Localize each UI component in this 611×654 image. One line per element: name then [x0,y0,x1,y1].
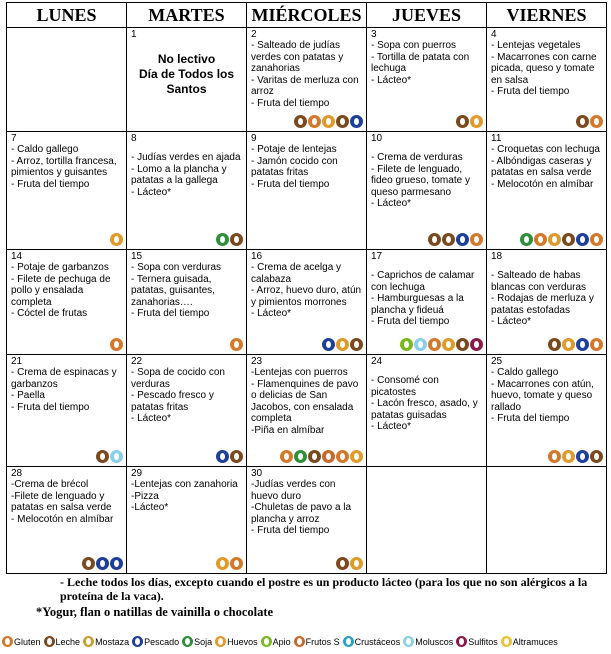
day-cell [367,355,487,467]
milk-note: - Leche todos los días, excepto cuando el postre es un producto lácteo (para los que no son alérgicos a la proteína de la vaca). [60,575,588,603]
day-number: 25 [491,356,503,367]
menu-item: -Pizza [131,490,159,502]
allergen-icons [110,233,123,246]
day-number [487,467,606,468]
legend-item-moluscos [403,636,453,647]
day-number [7,28,126,29]
huevos-icon [110,233,123,246]
leche-icon [590,450,603,463]
menu-items [127,262,246,320]
pescado-icon [110,557,123,570]
gluten-icon [280,450,293,463]
day-cell [7,28,127,132]
legend-item-huevos [215,636,258,647]
menu-items [247,40,366,109]
day-cell [487,467,607,574]
header-miercoles: MIÉRCOLES [247,3,367,28]
menu-item: - Fruta del tiempo [251,178,330,190]
menu-item: - Albóndigas caseras y patatas en salsa verde [491,155,592,178]
menu-item: - Salteado de judías verdes con patatas y zanahorias [251,40,344,74]
menu-item: - Paella [11,390,45,401]
gluten-icon [2,636,13,647]
gluten-icon [110,338,123,351]
day-number: 2 [251,29,257,40]
menu-item: - Fruta del tiempo [491,86,570,97]
leche-icon [96,450,109,463]
huevos-icon [442,338,455,351]
menu-item: - Lácteo* [491,316,532,327]
legend-label: Mostaza [95,636,130,647]
day-cell [487,250,607,355]
menu-items [367,40,486,86]
gluten-icon [230,557,243,570]
pescado-icon [96,557,109,570]
menu-item: - Pescado fresco y patatas fritas [131,390,214,413]
menu-items [367,262,486,328]
day-number: 10 [371,133,383,144]
huevos-icon [562,338,575,351]
menu-items [7,262,126,320]
day-number: 30 [251,468,263,479]
leche-icon [294,115,307,128]
menu-items [127,479,246,514]
menu-items [247,144,366,190]
day-number: 1 [131,29,137,40]
menu-item: - Croquetas con lechuga [491,144,600,155]
gluten-icon [590,233,603,246]
holiday-text [127,52,246,97]
menu-item: - Lácteo* [371,198,412,209]
day-number: 14 [11,251,23,262]
menu-item: - Arroz, huevo duro, atún y pimientos morrones [251,285,362,308]
legend-item-apio [261,636,291,647]
day-cell [247,28,367,132]
legend-item-soja [182,636,212,647]
day-cell [367,132,487,250]
menu-item: -Crema de brécol [11,479,89,490]
pescado-icon [576,233,589,246]
menu-item: - Tortilla de patata con lechuga [371,51,470,74]
menu-item [131,144,243,152]
day-cell [487,355,607,467]
menu-items [487,367,606,425]
header-viernes: VIERNES [487,3,607,28]
leche-icon [308,450,321,463]
week-row [7,467,607,574]
legend-item-gluten [2,636,41,647]
gluten-icon [336,450,349,463]
menu-items [247,367,366,436]
week-row [7,250,607,355]
allergen-icons [456,115,483,128]
allergen-legend [2,636,561,647]
soja-icon [294,450,307,463]
menu-item: - Crema de acelga y calabaza [251,262,342,285]
day-number: 11 [491,133,502,144]
leche-icon [82,557,95,570]
day-number: 29 [131,468,143,479]
leche-icon [44,636,55,647]
header-jueves: JUEVES [367,3,487,28]
sulfitos-icon [470,338,483,351]
gluten-icon [590,338,603,351]
pescado-icon [216,450,229,463]
menu-items [127,367,246,425]
moluscos-icon [403,636,414,647]
menu-item: - Lácteo* [251,308,292,319]
allergen-icons [216,557,243,570]
menu-item: - Lácteo* [371,421,412,432]
allergen-icons [110,338,123,351]
day-cell [247,467,367,574]
huevos-icon [322,115,335,128]
day-number: 23 [251,356,263,367]
legend-item-sulfitos [456,636,498,647]
day-cell [7,250,127,355]
frutos-icon [322,450,335,463]
legend-label: Moluscos [415,636,454,647]
menu-item [371,144,483,152]
soja-icon [182,636,193,647]
menu-item: - Fruta del tiempo [131,308,210,319]
menu-item: - Judías verdes en ajada [131,152,241,163]
allergen-icons [576,115,603,128]
gluten-icon [428,338,441,351]
menu-item: - Macarrones con atún, huevo, tomate y queso rallado [491,378,594,413]
legend-label: Crustáceos [354,636,401,647]
day-cell [127,355,247,467]
leche-icon [456,115,469,128]
menu-item: - Caprichos de calamar con lechuga [371,270,475,293]
menu-item: - Cóctel de frutas [11,308,88,319]
day-number: 16 [251,251,263,262]
day-cell [487,132,607,250]
day-number: 22 [131,356,143,367]
menu-item: - Ternera guisada, patatas, guisantes, zanahorias…. [131,273,215,308]
allergen-icons [400,338,483,351]
legend-item-frutos [294,636,340,647]
holiday-line: Día de Todos los [138,67,235,81]
day-number: 28 [11,468,23,479]
header-lunes: LUNES [7,3,127,28]
menu-item: - Arroz, tortilla francesa, pimientos y guisantes [11,155,117,178]
menu-item: - Caldo gallego [491,367,559,378]
menu-item: - Crema de verduras [371,152,463,163]
menu-items [7,479,126,525]
day-cell [7,132,127,250]
huevos-icon [548,233,561,246]
menu-item: -Piña en almíbar [251,424,325,436]
day-cell [127,28,247,132]
gluten-icon [590,115,603,128]
menu-item: - Lacón fresco, asado, y patatas guisadas [371,398,478,421]
leche-icon [350,338,363,351]
day-number: 7 [11,133,17,144]
menu-item: - Filete de lenguado, fideo grueso, tomate y queso parmesano [371,163,470,198]
menu-item: - Potaje de lentejas [251,144,337,155]
day-cell [127,250,247,355]
menu-item: -Judías verdes con huevo duro [251,479,336,502]
leche-icon [548,338,561,351]
allergen-icons [428,233,483,246]
notes [36,575,600,619]
menu-item: - Consomé con picatostes [371,375,439,398]
menu-item: - Lácteo* [371,74,412,86]
huevos-icon [350,557,363,570]
day-cell [247,250,367,355]
menu-item [371,262,483,270]
gluten-icon [470,233,483,246]
menu-item: - Sopa con verduras [131,262,222,273]
pescado-icon [132,636,143,647]
legend-item-mostaza [83,636,129,647]
moluscos-icon [414,338,427,351]
menu-item: - Lácteo* [131,186,172,198]
soja-icon [216,233,229,246]
day-cell [367,250,487,355]
menu-item: - Lácteo* [131,413,172,424]
gluten-icon [230,338,243,351]
pescado-icon [576,338,589,351]
menu-item: - Melocotón en almíbar [11,513,114,525]
menu-item: - Lentejas vegetales [491,40,581,51]
menu-item: -Lácteo* [131,502,169,513]
menu-item: - Crema de espinacas y garbanzos [11,367,117,390]
menu-item: -Chuletas de pavo a la plancha y arroz [251,502,352,525]
menu-item: - Rodajas de merluza y patatas estofadas [491,293,594,316]
day-cell [7,355,127,467]
huevos-icon [350,450,363,463]
holiday-line: No lectivo [157,52,216,66]
menu-item: - Fruta del tiempo [11,178,90,190]
allergen-icons [216,450,243,463]
day-number: 15 [131,251,143,262]
gluten-icon [548,450,561,463]
legend-label: Huevos [227,636,258,647]
day-cell [127,467,247,574]
huevos-icon [562,450,575,463]
soja-icon [520,233,533,246]
menu-item: - Caldo gallego [11,144,79,155]
menu-item: - Fruta del tiempo [251,525,330,536]
allergen-icons [216,233,243,246]
week-row [7,355,607,467]
mostaza-icon [83,636,94,647]
menu-item [491,262,603,270]
menu-item: - Fruta del tiempo [371,316,450,327]
legend-label: Gluten [14,636,41,647]
allergen-icons [280,450,363,463]
crustaceos-icon [343,636,354,647]
menu-item: - Sopa con puerros [371,40,457,51]
menu-item: - Sopa de cocido con verduras [131,367,225,390]
legend-label: Altramuces [512,636,558,647]
day-cell [487,28,607,132]
allergen-icons [336,557,363,570]
menu-item: - Potaje de garbanzos [11,262,109,273]
legend-label: Leche [55,636,81,647]
gluten-icon [534,233,547,246]
legend-label: Pescado [144,636,180,647]
day-cell [367,467,487,574]
legend-item-pescado [132,636,179,647]
week-row [7,28,607,132]
legend-label: Sulfitos [468,636,498,647]
menu-item: - Fruta del tiempo [11,401,90,413]
day-number: 3 [371,29,377,40]
leche-icon [336,557,349,570]
sulfitos-icon [456,636,467,647]
allergen-icons [82,557,123,570]
day-number: 17 [371,251,383,262]
menu-item: - Fruta del tiempo [251,97,330,109]
leche-icon [428,233,441,246]
leche-icon [576,115,589,128]
huevos-icon [470,115,483,128]
allergen-icons [548,338,603,351]
weekday-header-row [7,3,607,28]
menu-item: - Flamenquines de pavo o delicias de San Jacobos, con ensalada completa [251,378,359,424]
legend-label: Frutos S [305,636,340,647]
apio-icon [400,338,413,351]
menu-items [367,367,486,433]
menu-item: -Lentejas con puerros [251,367,348,378]
legend-label: Soja [194,636,213,647]
leche-icon [442,233,455,246]
menu-item: - Hamburguesas a la plancha y fideuá [371,293,464,316]
day-cell [367,28,487,132]
legend-item-altramuces [501,636,558,647]
menu-items [7,367,126,413]
day-number: 8 [131,133,137,144]
day-number: 4 [491,29,497,40]
leche-icon [230,233,243,246]
day-cell [247,355,367,467]
menu-items [127,144,246,198]
altramuces-icon [501,636,512,647]
frutos-icon [294,636,305,647]
pescado-icon [576,450,589,463]
day-number: 21 [11,356,23,367]
allergen-icons [520,233,603,246]
legend-item-crustaceos [343,636,401,647]
day-cell [247,132,367,250]
day-number: 24 [371,356,383,367]
menu-items [247,262,366,320]
menu-item: - Jamón cocido con patatas fritas [251,155,338,178]
header-martes: MARTES [127,3,247,28]
menu-item: - Macarrones con carne picada, queso y tomate en salsa [491,51,597,86]
huevos-icon [215,636,226,647]
leche-icon [562,233,575,246]
day-number: 18 [491,251,503,262]
menu-items [487,262,606,328]
day-cell [7,467,127,574]
menu-items [7,144,126,190]
menu-items [367,144,486,210]
pescado-icon [350,115,363,128]
huevos-icon [336,338,349,351]
day-cell [127,132,247,250]
allergen-icons [322,338,363,351]
menu-item: - Melocotón en almíbar [491,178,594,190]
week-row [7,132,607,250]
menu-item: -Lentejas con zanahoria [131,479,238,490]
menu-item: - Varitas de merluza con arroz [251,74,359,97]
leche-icon [456,338,469,351]
leche-icon [336,115,349,128]
menu-items [247,479,366,537]
menu-item: - Salteado de habas blancas con verduras [491,270,587,293]
menu-item: -Filete de lenguado y patatas en salsa verde [11,490,112,513]
moluscos-icon [110,450,123,463]
menu-item: - Lomo a la plancha y patatas a la gallega [131,163,227,186]
pescado-icon [322,338,335,351]
allergen-icons [96,450,123,463]
menu-item [371,367,483,375]
legend-item-leche [44,636,81,647]
gluten-icon [308,115,321,128]
allergen-icons [230,338,243,351]
holiday-line: Santos [166,82,207,96]
day-number [367,467,486,468]
day-number: 9 [251,133,257,144]
dessert-note: *Yogur, flan o natillas de vainilla o chocolate [36,605,274,619]
huevos-icon [216,557,229,570]
allergen-icons [548,450,603,463]
legend-label: Apio [272,636,291,647]
leche-icon [230,450,243,463]
menu-item: - Fruta del tiempo [491,413,570,424]
menu-calendar [6,2,607,574]
menu-item: - Filete de pechuga de pollo y ensalada completa [11,273,111,308]
menu-items [487,40,606,98]
pescado-icon [456,233,469,246]
apio-icon [261,636,272,647]
menu-items [487,144,606,190]
allergen-icons [294,115,363,128]
